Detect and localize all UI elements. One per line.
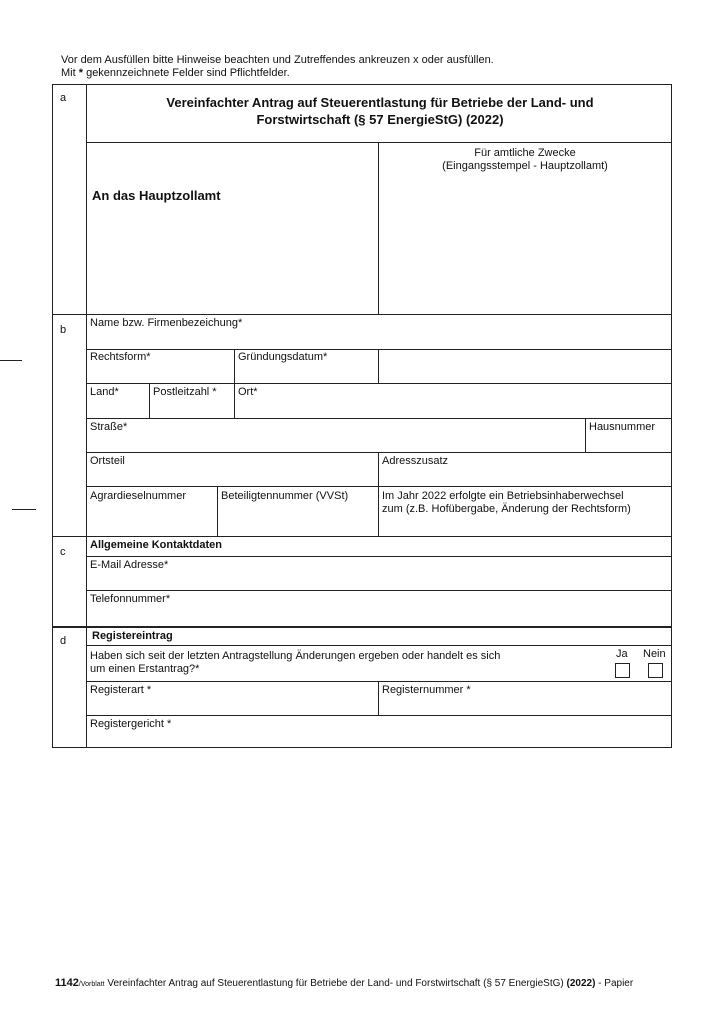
register-heading: Registereintrag xyxy=(92,630,173,642)
gruendungsdatum-label: Gründungsdatum* xyxy=(238,351,328,363)
section-divider-c xyxy=(52,536,672,537)
section-label-b: b xyxy=(60,324,67,336)
wechsel-line-2: zum (z.B. Hofübergabe, Änderung der Rechtsform) xyxy=(382,503,631,515)
row-divider-5 xyxy=(86,486,672,487)
form-title xyxy=(90,94,670,128)
wechsel-line-1: Im Jahr 2022 erfolgte ein Betriebsinhaberwechsel xyxy=(382,490,624,502)
registernummer-field[interactable] xyxy=(379,697,672,715)
agrardieselnummer-label: Agrardieselnummer xyxy=(90,490,186,502)
beteiligtennummer-label: Beteiligtennummer (VVSt) xyxy=(221,490,349,502)
adresszusatz-label: Adresszusatz xyxy=(382,455,449,467)
strasse-divider xyxy=(585,418,586,452)
email-field[interactable] xyxy=(87,557,672,590)
strasse-label: Straße* xyxy=(90,421,128,433)
name-field[interactable] xyxy=(87,315,672,349)
margin-tick-bottom xyxy=(12,509,36,510)
rechtsform-divider xyxy=(234,349,235,383)
register-heading-divider xyxy=(86,645,672,646)
question-divider xyxy=(86,681,672,682)
margin-tick-top xyxy=(0,360,22,361)
footer-text: Vereinfachter Antrag auf Steuerentlastung für Betriebe der Land- und Forstwirtschaft (§ 57 EnergieStG) xyxy=(104,978,567,989)
ort-field[interactable] xyxy=(280,384,672,418)
register-question xyxy=(90,650,500,676)
email-label: E-Mail Adresse* xyxy=(90,559,169,571)
footer-year: (2022) xyxy=(566,978,596,989)
footer xyxy=(55,977,633,989)
intro-text xyxy=(61,54,494,80)
ortsteil-label: Ortsteil xyxy=(90,455,125,467)
telefon-field[interactable] xyxy=(87,591,672,625)
strasse-field[interactable] xyxy=(87,419,584,452)
section-divider-d xyxy=(52,626,672,628)
official-use-line-2: (Eingangsstempel - Hauptzollamt) xyxy=(442,160,608,172)
ja-label: Ja xyxy=(616,648,628,660)
adresszusatz-field[interactable] xyxy=(379,453,672,486)
name-label: Name bzw. Firmenbezeichung* xyxy=(90,317,243,329)
official-use-line-1: Für amtliche Zwecke xyxy=(474,147,576,159)
section-label-a: a xyxy=(60,92,67,104)
rechtsform-label: Rechtsform* xyxy=(90,351,151,363)
telefon-label: Telefonnummer* xyxy=(90,593,171,605)
contact-heading: Allgemeine Kontaktdaten xyxy=(90,539,223,551)
intro-line-1: Vor dem Ausfüllen bitte Hinweise beachten und Zutreffendes ankreuzen x oder ausfüllen. xyxy=(61,54,494,66)
registergericht-field[interactable] xyxy=(87,716,672,747)
recipient-field[interactable] xyxy=(87,143,377,313)
rechtsform-field[interactable] xyxy=(87,350,233,383)
ortsteil-field[interactable] xyxy=(87,453,377,486)
postleitzahl-label: Postleitzahl * xyxy=(153,386,217,398)
form-title-line-2: Forstwirtschaft (§ 57 EnergieStG) (2022) xyxy=(256,112,504,127)
ja-checkbox[interactable] xyxy=(615,663,630,678)
land-label: Land* xyxy=(90,386,119,398)
recipient-label: An das Hauptzollamt xyxy=(92,188,221,203)
nein-label: Nein xyxy=(643,648,666,660)
register-question-line-2: um einen Erstantrag?* xyxy=(90,663,200,675)
intro-line-2-prefix: Mit xyxy=(61,67,79,79)
registergericht-label: Registergericht * xyxy=(90,718,172,730)
register-question-line-1: Haben sich seit der letzten Antragstellung Änderungen ergeben oder handelt es sich xyxy=(90,650,501,662)
registerart-field[interactable] xyxy=(87,697,377,715)
nein-checkbox[interactable] xyxy=(648,663,663,678)
footer-suffix: - Papier xyxy=(595,978,634,989)
betriebsinhaberwechsel-label xyxy=(382,490,631,516)
gruendungsdatum-field[interactable] xyxy=(379,350,672,383)
form-number: 1142 xyxy=(55,977,79,989)
land-divider xyxy=(149,383,150,418)
section-label-c: c xyxy=(60,546,66,558)
agrardieselnummer-field[interactable] xyxy=(87,504,216,535)
beteiligtennummer-field[interactable] xyxy=(218,504,377,535)
registerart-label: Registerart * xyxy=(90,684,152,696)
beteiligten-divider xyxy=(378,486,379,536)
form-number-suffix: /Vorblatt xyxy=(78,981,105,988)
postleitzahl-divider xyxy=(234,383,235,418)
intro-line-2-suffix: gekennzeichnete Felder sind Pflichtfelder. xyxy=(83,67,290,79)
section-label-d: d xyxy=(60,635,67,647)
registernummer-label: Registernummer * xyxy=(382,684,471,696)
official-use-box xyxy=(379,147,671,173)
required-star: * xyxy=(78,67,84,79)
form-title-line-1: Vereinfachter Antrag auf Steuerentlastung für Betriebe der Land- und xyxy=(166,95,594,110)
ort-label: Ort* xyxy=(238,386,258,398)
hausnummer-label: Hausnummer xyxy=(589,421,656,433)
intro-line-2 xyxy=(61,67,494,80)
